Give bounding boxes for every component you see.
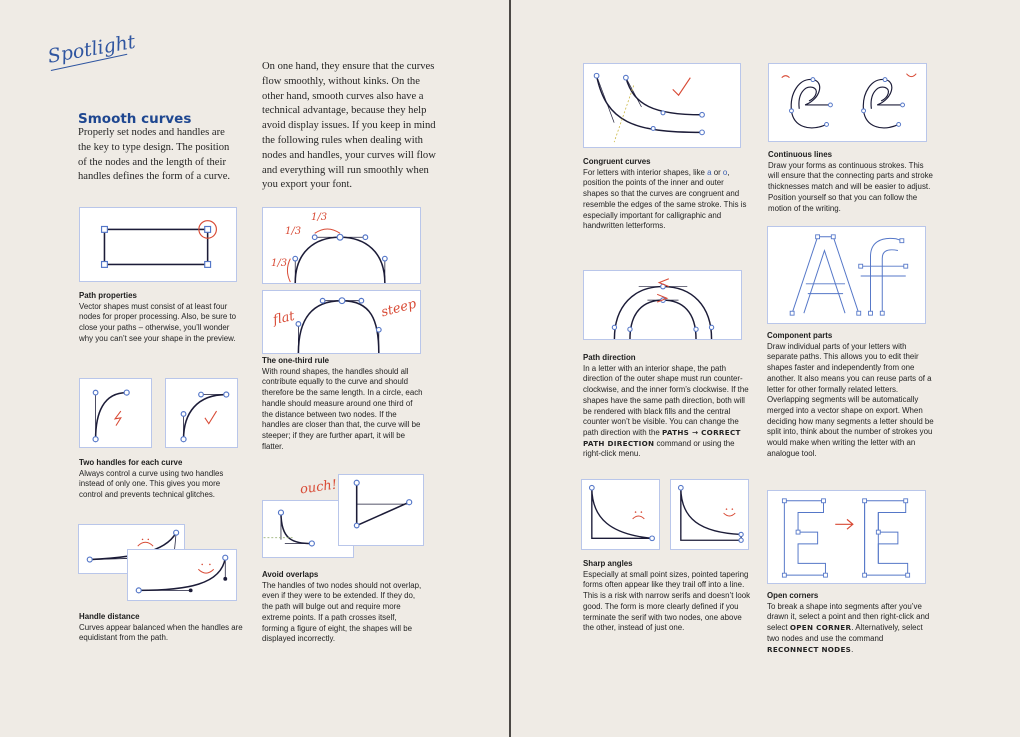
letter-a-example: a (707, 167, 712, 177)
handle-distance-good-figure (127, 549, 237, 601)
component-parts-title: Component parts (767, 331, 833, 340)
one-third-title: The one-third rule (262, 356, 330, 365)
component-parts-caption (767, 331, 934, 459)
component-parts-figure (767, 226, 926, 324)
path-direction-title: Path direction (583, 353, 636, 362)
avoid-overlaps-caption (262, 570, 424, 645)
path-direction-figure (583, 270, 742, 340)
crossing-handles-illustration (339, 475, 423, 545)
avoid-overlaps-figure-b (338, 474, 424, 546)
open-corners-title: Open corners (767, 591, 819, 600)
two-handle-curve-illustration (166, 379, 237, 447)
steep-label: steep (379, 296, 418, 321)
component-parts-body: Draw individual parts of your letters with separate paths. This allows you to edit their shapes faster and independently from one another. It also means you can reuse parts of a letter for other formally related letters. Overlapping segments will be automatically merged into a vector shape on export. When deciding how many segments a letter should be split into, think about the number of strokes you would make when writing the letter with an analogue tool. (767, 341, 934, 458)
avoid-overlaps-body: The handles of two nodes should not overlap, even if they were to be extended. If they do, the path will bulge out and require more extreme points. If a path crosses itself, forming a figure of eight, the shapes will be displayed incorrectly. (262, 580, 422, 644)
path-direction-body-end: command or using the right-click menu. (583, 438, 735, 459)
sharp-angles-good-figure (670, 479, 749, 550)
open-corners-figure (767, 490, 926, 584)
section-label: Spotlight (46, 30, 138, 68)
path-properties-title: Path properties (79, 291, 137, 300)
intro-column-1: Properly set nodes and handles are the key to type design. The position of the nodes and the length of their handles defines the form of a curve. (78, 127, 231, 183)
intro-column-2: On one hand, they ensure that the curves flow smoothly, without kinks. On the other hand, smooth curves also have a technical advantage, because they help avoid display issues. If you keep in mind the following rules when dealing with nodes and handles, your curves will flow and everything will run smoothly when you export your font. (262, 61, 436, 191)
handle-distance-body: Curves appear balanced when the handles are equidistant from the path. (79, 622, 243, 643)
two-handles-caption (79, 458, 245, 501)
one-third-figure (262, 207, 421, 284)
two-node-serif-illustration (671, 480, 748, 549)
handle-distance-title: Handle distance (79, 612, 140, 621)
page-heading: Smooth curves (78, 111, 192, 127)
balanced-curve-illustration (128, 550, 236, 600)
avoid-overlaps-title: Avoid overlaps (262, 570, 319, 579)
left-page (0, 0, 509, 737)
sharp-angles-bad-figure (581, 479, 660, 550)
congruent-curves-body-end: , position the points of the inner and outer shapes so that the curves are congruent and resemble the edges of the same stroke. This is especially important for calligraphic and handwritten letterforms. (583, 167, 747, 231)
one-handle-curve-illustration (80, 379, 151, 447)
two-handles-body: Always control a curve using two handles instead of only one. This gives you more control and prevents technical glitches. (79, 468, 224, 500)
flat-steep-figure (262, 290, 421, 354)
sharp-angles-title: Sharp angles (583, 559, 633, 568)
congruent-curves-title: Congruent curves (583, 157, 651, 166)
congruent-curves-illustration (584, 64, 740, 147)
continuous-lines-figure (768, 63, 927, 142)
continuous-lines-illustration (769, 64, 926, 141)
open-corner-command: OPEN CORNER (789, 623, 852, 633)
open-corners-caption (767, 591, 934, 655)
one-third-body: With round shapes, the handles should all contribute equally to the curve and should therefore be the same length. In a circle, each handle should measure around one third of the distance between two nodes. If the handles are closer than that, the curve will be steeper; if they are further apart, it will be flatter. (262, 366, 423, 451)
path-direction-body-start: In a letter with an interior shape, the path direction of the outer shape must run counter-clockwise, and the inner form’s clockwise. If the shapes have the same path direction, both will be rendered with black fills and the central counter won’t be visible. You can change the path direction with the (583, 363, 749, 437)
one-third-label-b: 1/3 (285, 226, 302, 237)
sharp-angles-body: Especially at small point sizes, pointed tapering forms often appear like they trail off into a line. This is a risk with narrow serifs and doesn’t look good. The form is more clearly defined if you terminate the serif with two nodes, one above the other, instead of just one. (583, 569, 751, 633)
one-third-label-c: 1/3 (271, 258, 288, 269)
two-handles-bad-figure (79, 378, 152, 448)
open-corners-body-start: To break a shape into segments after you’ve drawn it, select a point and then right-click and select (767, 601, 930, 633)
ouch-label: ouch! (299, 477, 338, 498)
continuous-lines-title: Continuous lines (768, 150, 832, 159)
component-parts-illustration (768, 227, 925, 323)
two-handles-good-figure (165, 378, 238, 448)
path-direction-caption (583, 353, 751, 460)
continuous-lines-caption (768, 150, 933, 214)
path-properties-body: Vector shapes must consist of at least four nodes for proper processing. Also, be sure to close your paths – otherwise, you’ll wonder why you can’t see your shape in the preview. (79, 301, 237, 343)
sharp-angles-caption (583, 559, 751, 634)
one-third-arc-illustration (263, 208, 420, 283)
congruent-curves-body-or: or (711, 167, 723, 177)
one-third-caption (262, 356, 424, 452)
rectangle-path-illustration (80, 208, 236, 281)
path-direction-illustration (584, 271, 741, 339)
continuous-lines-body: Draw your forms as continuous strokes. This will ensure that the connecting parts and stroke thicknesses match and will be easier to adjust. Position yourself so that you can follow the motion of the writing. (768, 160, 933, 213)
open-corners-body-middle: . Alternatively, select two nodes and use the command (767, 623, 923, 643)
flat-label: flat (271, 308, 296, 329)
single-node-serif-illustration (582, 480, 659, 549)
reconnect-nodes-command: RECONNECT NODES (767, 644, 852, 654)
path-properties-caption (79, 291, 245, 345)
one-third-label-a: 1/3 (311, 212, 328, 223)
letter-o-example: o (722, 167, 728, 177)
path-properties-figure (79, 207, 237, 282)
handle-distance-caption (79, 612, 245, 644)
open-corners-illustration (768, 491, 925, 583)
congruent-curves-body-start: For letters with interior shapes, like (583, 167, 708, 177)
two-handles-title: Two handles for each curve (79, 458, 183, 467)
congruent-curves-figure (583, 63, 741, 148)
open-corners-body-end: . (851, 644, 854, 654)
right-page (511, 0, 1020, 737)
correct-path-direction-command: PATHS → CORRECT PATH DIRECTION (583, 427, 741, 448)
congruent-curves-caption (583, 157, 748, 232)
